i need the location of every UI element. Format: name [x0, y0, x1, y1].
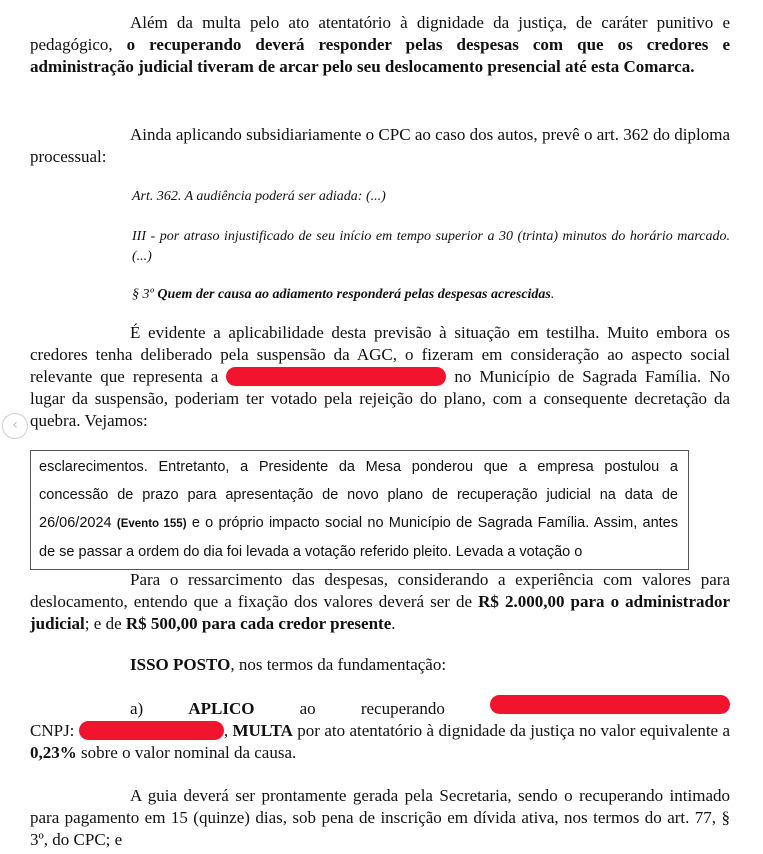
paragraph-cpc	[30, 124, 730, 168]
item-a-body	[30, 720, 730, 764]
minutes-excerpt-box	[30, 450, 689, 570]
redaction-mark	[490, 695, 730, 714]
paragraph-text: por ato atentatório à dignidade da justiça no valor equivalente a	[292, 721, 731, 740]
paragraph-text: .	[391, 614, 396, 633]
paragraph-fine-expenses	[30, 12, 730, 78]
item-label: a)	[130, 699, 144, 718]
paragraph-text: Além da multa pelo ato atentatório à dignidade da justiça, de caráter punitivo e pedagógico,	[30, 13, 730, 54]
item-word: recuperando	[360, 699, 445, 718]
paragraph-text: Ainda aplicando subsidiariamente o CPC ao caso dos autos, prevê o art. 362 do diploma processual:	[30, 125, 730, 166]
excerpt-text: esclarecimentos. Entretanto, a Presidente da Mesa ponderou que a empresa postulou a concessão de prazo para apresentação de novo plano de recuperação judicial na data de 26/06/2024	[39, 459, 678, 531]
paragraph-text: Para o ressarcimento das despesas, considerando a experiência com valores para deslocamento, entendo que a fixação dos valores deverá ser de	[30, 570, 730, 611]
item-a-first-line	[30, 695, 730, 720]
event-reference: (Evento 155)	[116, 518, 187, 530]
quote-art-362	[132, 187, 730, 207]
isso-posto-heading: ISSO POSTO	[130, 655, 231, 674]
quote-text: Art. 362. A audiência poderá ser adiada: (...)	[132, 189, 386, 204]
paragraph-applicability	[30, 322, 730, 432]
excerpt-text: e o próprio impacto social no Município de Sagrada Família. Assim, antes de se passar a ordem do dia foi levada a votação referido pleito. Levada a votação o	[39, 515, 678, 560]
redaction-mark	[226, 367, 446, 386]
quote-item-iii	[132, 227, 730, 267]
quote-suffix: .	[550, 287, 555, 302]
paragraph-text: ; e de	[84, 614, 126, 633]
cnpj-label: CNPJ:	[30, 721, 75, 740]
paragraph-text: sobre o valor nominal da causa.	[76, 743, 297, 762]
chevron-left-icon[interactable]: ‹	[2, 413, 28, 439]
paragraph-text: A guia deverá ser prontamente gerada pela Secretaria, sendo o recuperando intimado para pagamento em 15 (quinze) dias, sob pena de inscrição em dívida ativa, nos termos do art. 77, § 3º, do CPC; e	[30, 786, 730, 849]
amount-administrator: R$ 2.000,00 para o administrador judicial	[30, 592, 731, 633]
paragraph-reimbursement	[30, 569, 730, 635]
multa-text: MULTA	[232, 721, 293, 740]
paragraph-text: no Município de Sagrada Família. No lugar da suspensão, poderiam ter votado pela rejeição do plano, com a consequente decretação da quebra. Vejamos:	[30, 367, 730, 430]
quote-prefix: § 3º	[132, 287, 158, 302]
redaction-mark	[79, 721, 224, 740]
paragraph-text: É evidente a aplicabilidade desta previsão à situação em testilha. Muito embora os credores tenha deliberado pela suspensão da AGC, o fizeram em consideração ao aspecto social relevante que representa a	[30, 323, 730, 386]
paragraph-text: , nos termos da fundamentação:	[230, 655, 447, 674]
separator: ,	[223, 721, 233, 740]
quote-text: III - por atraso injustificado de seu início em tempo superior a 30 (trinta) minutos do horário marcado. (...)	[132, 229, 730, 264]
item-word: ao	[299, 699, 316, 718]
item-verb: APLICO	[188, 699, 255, 718]
amount-creditor: R$ 500,00 para cada credor presente	[125, 614, 392, 633]
quote-bold-text: Quem der causa ao adiamento responderá pelas despesas acrescidas	[157, 287, 551, 302]
paragraph-guia	[30, 785, 730, 851]
paragraph-isso-posto	[30, 654, 730, 676]
quote-paragraph-3	[132, 285, 730, 305]
paragraph-bold-text: o recuperando deverá responder pelas despesas com que os credores e administração judicial tiveram de arcar pelo seu deslocamento presencial até esta Comarca.	[30, 35, 730, 76]
item-a	[30, 695, 730, 764]
fine-percentage: 0,23%	[30, 743, 77, 762]
